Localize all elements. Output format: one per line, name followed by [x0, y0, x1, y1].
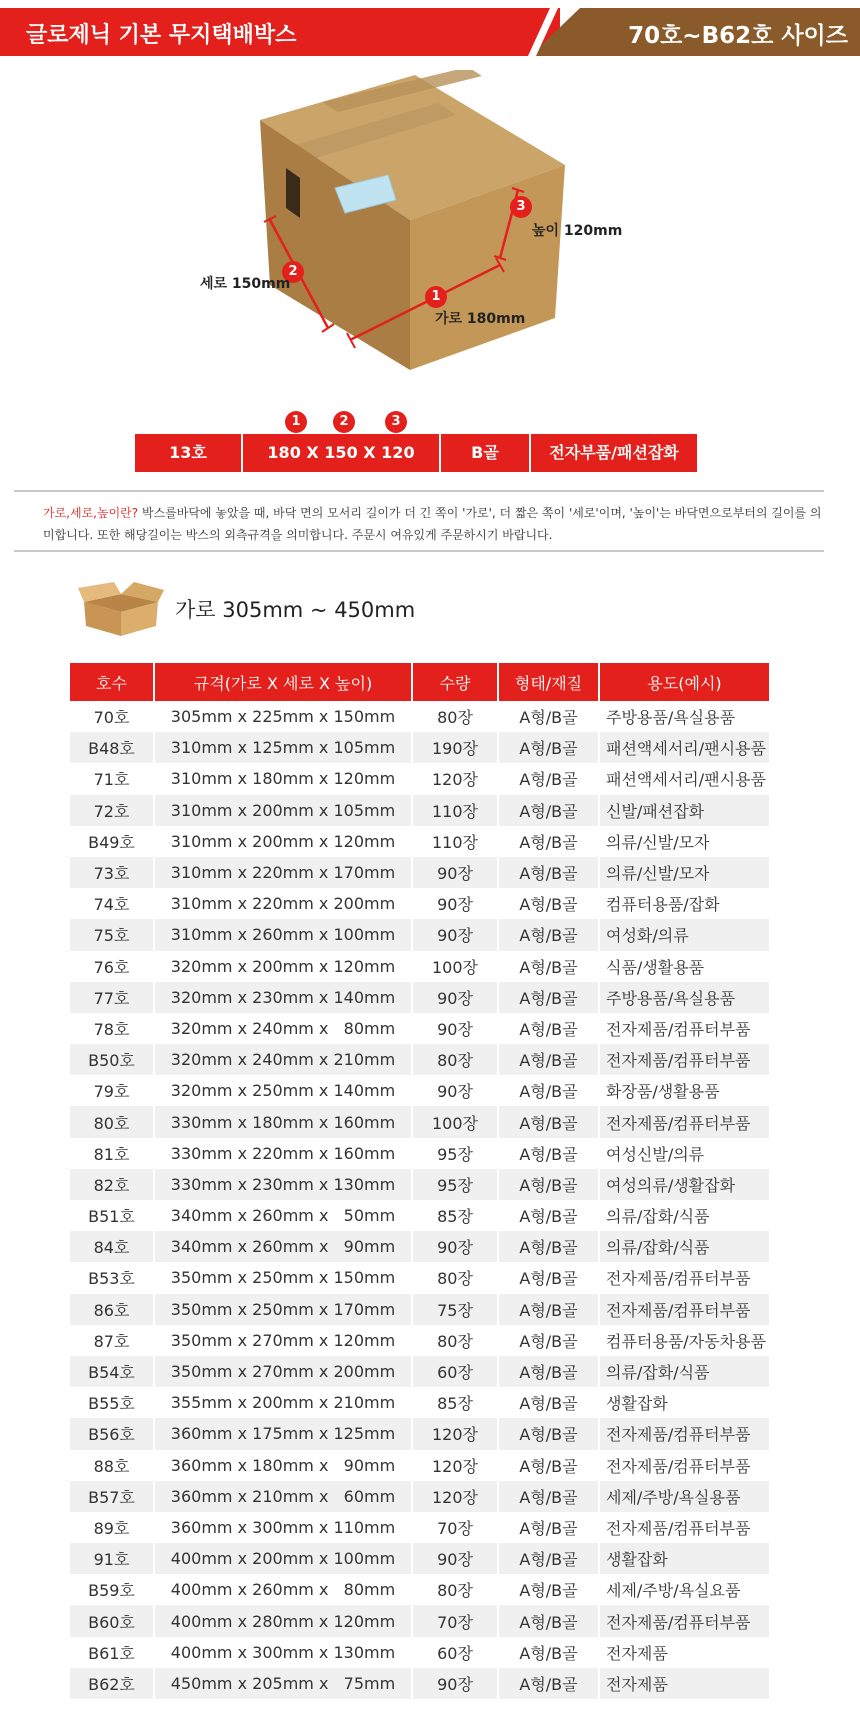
table-row [70, 1075, 769, 1106]
spec-dimensions: 180 X 150 X 120 [243, 434, 441, 472]
note-text: 박스를바닥에 놓았을 때, 바닥 면의 모서리 길이가 더 긴 쪽이 '가로', 더 짧은 쪽이 '세로'이며, '높이'는 바닥면으로부터의 길이를 의미합니다. 또한 해당길이는 박스의 외측규격을 의미합니다. 주문시 여유있게 주문하시기 바랍니다. [43, 506, 822, 542]
table-row [70, 1356, 769, 1387]
cell-qty: 70장 [412, 1605, 498, 1636]
table-row [70, 1231, 769, 1262]
cell-size-no: B54호 [70, 1356, 154, 1387]
cell-type: A형/B골 [498, 888, 599, 919]
table-row [70, 857, 769, 888]
cell-spec: 320mm x 240mm x 210mm [154, 1044, 412, 1075]
cell-qty: 80장 [412, 1262, 498, 1293]
cell-size-no: B57호 [70, 1481, 154, 1512]
cell-type: A형/B골 [498, 1418, 599, 1449]
cell-use: 식품/생활용품 [606, 957, 705, 977]
cell-type: A형/B골 [498, 982, 599, 1013]
cell-size-no: 80호 [70, 1106, 154, 1137]
cell-qty: 95장 [412, 1138, 498, 1169]
cell-type: A형/B골 [498, 1356, 599, 1387]
cell-size-no: 70호 [70, 701, 154, 732]
cell-use: 전자제품 [606, 1643, 668, 1663]
cell-size-no: 78호 [70, 1013, 154, 1044]
cell-use: 주방용품/욕실용품 [606, 708, 736, 728]
cell-type: A형/B골 [498, 857, 599, 888]
cell-spec: 310mm x 220mm x 200mm [154, 888, 412, 919]
cell-size-no: 75호 [70, 919, 154, 950]
cell-spec: 400mm x 300mm x 130mm [154, 1637, 412, 1668]
cell-use: 컴퓨터용품/자동차용품 [606, 1331, 766, 1351]
spec-marker-1: 1 [285, 411, 307, 433]
cell-size-no: 74호 [70, 888, 154, 919]
cell-use: 전자제품/컴퓨터부품 [606, 1456, 751, 1476]
table-row [70, 1200, 769, 1231]
cell-qty: 120장 [412, 1481, 498, 1512]
cell-use: 세제/주방/욕실요품 [606, 1581, 741, 1601]
table-row [70, 1169, 769, 1200]
cell-type: A형/B골 [498, 763, 599, 794]
cell-size-no: 84호 [70, 1231, 154, 1262]
cell-spec: 310mm x 180mm x 120mm [154, 763, 412, 794]
cell-use: 전자제품 [599, 1668, 769, 1699]
table-row [70, 951, 769, 982]
table-row [70, 1450, 769, 1481]
cell-qty: 90장 [412, 1668, 498, 1699]
cell-size-no: 89호 [70, 1512, 154, 1543]
cell-qty: 75장 [412, 1294, 498, 1325]
cell-size-no: B50호 [70, 1044, 154, 1075]
cell-qty: 90장 [412, 1013, 498, 1044]
note-highlight: 가로,세로,높이란? [43, 506, 139, 520]
cell-use: 의류/신발/모자 [599, 857, 769, 888]
cell-size-no: 86호 [70, 1294, 154, 1325]
marker-depth: 2 [282, 261, 304, 283]
cell-spec: 360mm x 175mm x 125mm [154, 1418, 412, 1449]
size-range-title: 70호~B62호 사이즈 [628, 23, 848, 49]
col-header-use: 용도(예시) [599, 663, 769, 701]
height-label: 높이 120mm [532, 223, 623, 239]
cell-size-no: 76호 [70, 951, 154, 982]
cell-use: 의류/잡화/식품 [606, 1207, 710, 1227]
cell-qty: 70장 [412, 1512, 498, 1543]
cell-size-no: 71호 [70, 763, 154, 794]
cell-use: 여성신발/의류 [606, 1144, 705, 1164]
table-row [70, 1294, 769, 1325]
cell-spec: 330mm x 180mm x 160mm [154, 1106, 412, 1137]
cell-size-no: B51호 [70, 1200, 154, 1231]
cell-size-no: B59호 [70, 1574, 154, 1605]
cell-qty: 80장 [412, 1325, 498, 1356]
cell-type: A형/B골 [498, 1231, 599, 1262]
depth-label: 세로 150mm [200, 276, 291, 292]
cell-spec: 360mm x 180mm x 90mm [154, 1450, 412, 1481]
table-row [70, 1481, 769, 1512]
cell-size-no: 73호 [70, 857, 154, 888]
cell-size-no: B55호 [70, 1387, 154, 1418]
col-header-type: 형태/재질 [498, 663, 599, 701]
cell-type: A형/B골 [498, 1044, 599, 1075]
cell-use: 생활잡화 [599, 1543, 769, 1574]
cell-qty: 90장 [412, 1543, 498, 1574]
cell-type: A형/B골 [498, 1200, 599, 1231]
divider-top [14, 490, 824, 492]
cell-size-no: 82호 [70, 1169, 154, 1200]
size-table [70, 663, 769, 1699]
range-heading: 가로 305mm ~ 450mm [175, 598, 416, 622]
cell-spec: 450mm x 205mm x 75mm [154, 1668, 412, 1699]
cell-use: 의류/신발/모자 [606, 832, 710, 852]
cell-type: A형/B골 [498, 826, 599, 857]
cell-type: A형/B골 [498, 1013, 599, 1044]
cell-qty: 120장 [412, 1450, 498, 1481]
cell-spec: 340mm x 260mm x 90mm [154, 1231, 412, 1262]
cell-use: 의류/잡화/식품 [599, 1231, 769, 1262]
cell-qty: 85장 [412, 1200, 498, 1231]
open-box-icon [76, 576, 166, 638]
cell-spec: 310mm x 260mm x 100mm [154, 919, 412, 950]
spec-usage: 전자부품/패션잡화 [531, 434, 697, 472]
cell-use: 전자제품/컴퓨터부품 [599, 1106, 769, 1137]
cell-spec: 330mm x 220mm x 160mm [154, 1138, 412, 1169]
cell-use: 여성화/의류 [599, 919, 769, 950]
spec-bar [135, 434, 697, 472]
col-header-spec: 규격(가로 X 세로 X 높이) [154, 663, 412, 701]
cell-use: 전자제품/컴퓨터부품 [599, 1044, 769, 1075]
cell-qty: 90장 [412, 888, 498, 919]
cell-type: A형/B골 [498, 1543, 599, 1574]
cell-use: 전자제품/컴퓨터부품 [606, 1019, 751, 1039]
table-row [70, 1106, 769, 1137]
cell-qty: 60장 [412, 1356, 498, 1387]
cell-spec: 350mm x 270mm x 200mm [154, 1356, 412, 1387]
table-row [70, 1605, 769, 1636]
cell-qty: 80장 [412, 1044, 498, 1075]
cell-qty: 190장 [412, 732, 498, 763]
width-label: 가로 180mm [435, 311, 526, 327]
cell-use: 의류/잡화/식품 [599, 1356, 769, 1387]
cell-type: A형/B골 [498, 701, 599, 732]
cell-qty: 80장 [412, 701, 498, 732]
table-row [70, 1013, 769, 1044]
marker-width: 1 [425, 286, 447, 308]
spec-material: B골 [441, 434, 531, 472]
cell-use: 전자제품/컴퓨터부품 [606, 1269, 751, 1289]
cell-qty: 90장 [412, 1075, 498, 1106]
header-banner [0, 8, 860, 56]
table-row [70, 701, 769, 732]
table-row [70, 1262, 769, 1293]
table-row [70, 732, 769, 763]
cell-use: 생활잡화 [606, 1394, 668, 1414]
cell-spec: 355mm x 200mm x 210mm [154, 1387, 412, 1418]
cell-type: A형/B골 [498, 1138, 599, 1169]
table-row [70, 826, 769, 857]
table-row [70, 1044, 769, 1075]
cell-spec: 360mm x 300mm x 110mm [154, 1512, 412, 1543]
table-row [70, 1668, 769, 1699]
cell-spec: 330mm x 230mm x 130mm [154, 1169, 412, 1200]
cell-type: A형/B골 [498, 1668, 599, 1699]
cell-qty: 85장 [412, 1387, 498, 1418]
cell-type: A형/B골 [498, 1605, 599, 1636]
cell-type: A형/B골 [498, 1106, 599, 1137]
cell-size-no: B60호 [70, 1605, 154, 1636]
table-row [70, 982, 769, 1013]
cell-type: A형/B골 [498, 795, 599, 826]
cell-qty: 120장 [412, 1418, 498, 1449]
cell-type: A형/B골 [498, 919, 599, 950]
cell-use: 화장품/생활용품 [606, 1082, 720, 1102]
cell-spec: 320mm x 230mm x 140mm [154, 982, 412, 1013]
cell-spec: 305mm x 225mm x 150mm [154, 701, 412, 732]
table-row [70, 1512, 769, 1543]
marker-height: 3 [510, 196, 532, 218]
cell-qty: 80장 [412, 1574, 498, 1605]
cell-size-no: 81호 [70, 1138, 154, 1169]
box-illustration [200, 70, 680, 390]
cell-qty: 90장 [412, 1231, 498, 1262]
cell-use: 전자제품/컴퓨터부품 [599, 1294, 769, 1325]
cell-size-no: 79호 [70, 1075, 154, 1106]
cell-use: 패션액세서리/팬시용품 [599, 732, 769, 763]
spec-marker-3: 3 [385, 411, 407, 433]
cell-spec: 310mm x 125mm x 105mm [154, 732, 412, 763]
cell-spec: 310mm x 200mm x 120mm [154, 826, 412, 857]
cell-type: A형/B골 [498, 951, 599, 982]
cell-type: A형/B골 [498, 1075, 599, 1106]
cell-spec: 350mm x 270mm x 120mm [154, 1325, 412, 1356]
cell-size-no: B48호 [70, 732, 154, 763]
cell-use: 세제/주방/욕실용품 [599, 1481, 769, 1512]
cell-qty: 120장 [412, 763, 498, 794]
cell-use: 패션액세서리/팬시용품 [606, 770, 766, 790]
spec-size-no: 13호 [135, 434, 243, 472]
cell-type: A형/B골 [498, 1512, 599, 1543]
cell-use: 컴퓨터용품/잡화 [606, 895, 720, 915]
cell-spec: 310mm x 200mm x 105mm [154, 795, 412, 826]
cell-size-no: B56호 [70, 1418, 154, 1449]
table-row [70, 1543, 769, 1574]
cell-type: A형/B골 [498, 1325, 599, 1356]
cell-type: A형/B골 [498, 1262, 599, 1293]
cell-spec: 340mm x 260mm x 50mm [154, 1200, 412, 1231]
cell-use: 전자제품/컴퓨터부품 [606, 1518, 751, 1538]
cell-use: 신발/패션잡화 [599, 795, 769, 826]
table-row [70, 1574, 769, 1605]
dimension-note [43, 502, 823, 546]
cell-qty: 90장 [412, 982, 498, 1013]
cell-size-no: 72호 [70, 795, 154, 826]
cell-size-no: 88호 [70, 1450, 154, 1481]
page-title: 글로제닉 기본 무지택배박스 [26, 23, 297, 48]
cell-qty: 90장 [412, 857, 498, 888]
cell-use: 전자제품/컴퓨터부품 [599, 1605, 769, 1636]
cell-spec: 350mm x 250mm x 150mm [154, 1262, 412, 1293]
table-row [70, 763, 769, 794]
cell-type: A형/B골 [498, 1294, 599, 1325]
cell-size-no: 91호 [70, 1543, 154, 1574]
cell-size-no: B61호 [70, 1637, 154, 1668]
cell-type: A형/B골 [498, 1387, 599, 1418]
cell-spec: 320mm x 200mm x 120mm [154, 951, 412, 982]
table-row [70, 795, 769, 826]
cell-spec: 320mm x 240mm x 80mm [154, 1013, 412, 1044]
table-row [70, 919, 769, 950]
table-header-row [70, 663, 769, 701]
cell-type: A형/B골 [498, 1574, 599, 1605]
spec-marker-2: 2 [333, 411, 355, 433]
cell-size-no: B62호 [70, 1668, 154, 1699]
cell-type: A형/B골 [498, 732, 599, 763]
cell-spec: 350mm x 250mm x 170mm [154, 1294, 412, 1325]
divider-bottom [14, 550, 824, 552]
table-row [70, 1325, 769, 1356]
cell-size-no: 87호 [70, 1325, 154, 1356]
cell-qty: 95장 [412, 1169, 498, 1200]
table-row [70, 1418, 769, 1449]
table-row [70, 1138, 769, 1169]
cell-qty: 110장 [412, 795, 498, 826]
cell-size-no: 77호 [70, 982, 154, 1013]
table-row [70, 1387, 769, 1418]
col-header-no: 호수 [70, 663, 154, 701]
cell-spec: 400mm x 280mm x 120mm [154, 1605, 412, 1636]
cell-qty: 110장 [412, 826, 498, 857]
cell-spec: 320mm x 250mm x 140mm [154, 1075, 412, 1106]
cell-spec: 310mm x 220mm x 170mm [154, 857, 412, 888]
cell-qty: 100장 [412, 1106, 498, 1137]
cell-spec: 400mm x 200mm x 100mm [154, 1543, 412, 1574]
cell-spec: 400mm x 260mm x 80mm [154, 1574, 412, 1605]
cell-size-no: B53호 [70, 1262, 154, 1293]
cell-type: A형/B골 [498, 1450, 599, 1481]
cell-qty: 100장 [412, 951, 498, 982]
cell-qty: 90장 [412, 919, 498, 950]
cell-use: 주방용품/욕실용품 [599, 982, 769, 1013]
cell-use: 여성의류/생활잡화 [599, 1169, 769, 1200]
cell-size-no: B49호 [70, 826, 154, 857]
cell-spec: 360mm x 210mm x 60mm [154, 1481, 412, 1512]
table-row [70, 888, 769, 919]
cell-type: A형/B골 [498, 1637, 599, 1668]
table-row [70, 1637, 769, 1668]
cell-qty: 60장 [412, 1637, 498, 1668]
cell-type: A형/B골 [498, 1169, 599, 1200]
col-header-qty: 수량 [412, 663, 498, 701]
cell-use: 전자제품/컴퓨터부품 [599, 1418, 769, 1449]
cell-type: A형/B골 [498, 1481, 599, 1512]
